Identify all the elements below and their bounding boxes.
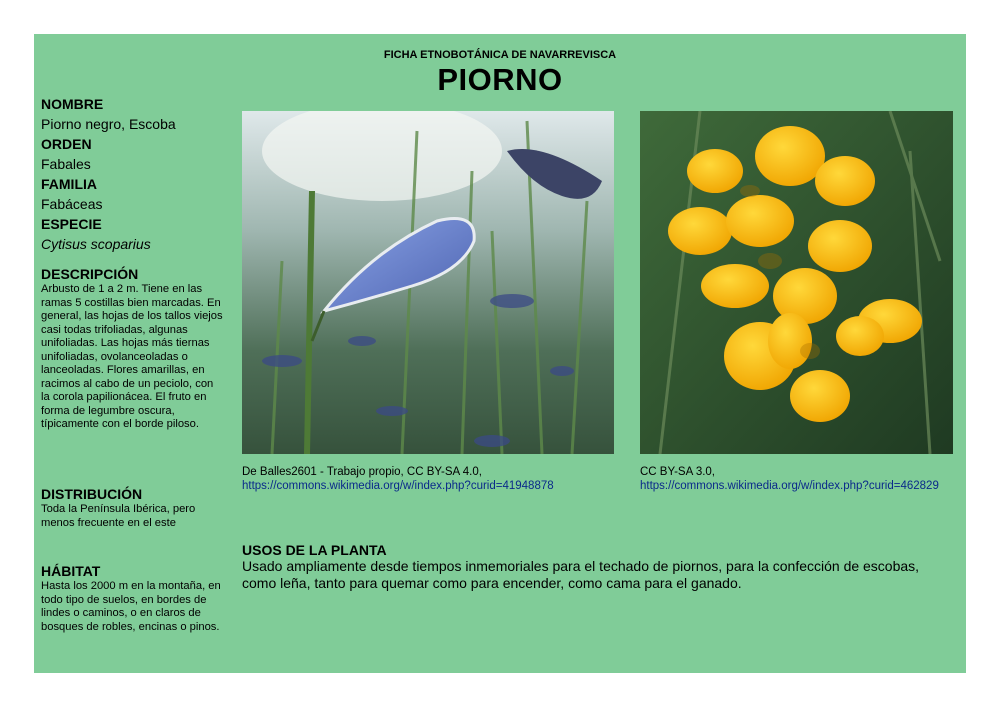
- habitat-text: Hasta los 2000 m en la montaña, en todo tipo de suelos, en bordes de lindes o caminos, o en claros de bosques de robles, encinas o pinos.: [41, 580, 221, 633]
- ficha-supertitle: FICHA ETNOBOTÁNICA DE NAVARREVISCA: [383, 49, 617, 61]
- usos-section: [242, 542, 952, 591]
- especie-label: ESPECIE: [41, 216, 102, 232]
- seed-pod-image: [242, 111, 614, 454]
- orden-value: Fabales: [41, 156, 91, 172]
- distribucion-text: Toda la Península Ibérica, pero menos frecuente en el este: [41, 503, 196, 529]
- yellow-flowers-image: [640, 111, 953, 454]
- distribucion-label: DISTRIBUCIÓN: [41, 486, 143, 502]
- credit-1-link[interactable]: https://commons.wikimedia.org/w/index.php?curid=41948878: [242, 480, 554, 492]
- orden-label: ORDEN: [41, 136, 92, 152]
- familia-label: FAMILIA: [41, 176, 97, 192]
- habitat-section: [41, 563, 223, 634]
- left-column: [41, 94, 221, 254]
- credit-2: [640, 465, 960, 493]
- credit-2-link[interactable]: https://commons.wikimedia.org/w/index.php?curid=462829: [640, 480, 939, 492]
- ficha-card: [34, 34, 966, 673]
- descripcion-label: DESCRIPCIÓN: [41, 266, 139, 282]
- yellow-flowers-photo: [640, 111, 953, 454]
- nombre-value: Piorno negro, Escoba: [41, 116, 176, 132]
- page-title: PIORNO: [437, 62, 563, 97]
- usos-text: Usado ampliamente desde tiempos inmemoriales para el techado de piornos, para la confección de escobas, como leña, tanto para quemar como para encender, como cama para el ganado.: [242, 558, 920, 591]
- distribucion-section: [41, 486, 223, 530]
- nombre-label: NOMBRE: [41, 96, 104, 112]
- descripcion-text: Arbusto de 1 a 2 m. Tiene en las ramas 5 costillas bien marcadas. En general, las hojas de los tallos viejos casi todas trifoliadas, algunas unifoliadas. Las hojas más tiernas unifoliadas, ovolanceoladas o lanceoladas. Flores amarillas, en racimos al cabo de un peciolo, con la corola papilionácea. El fruto en forma de legumbre oscura, típicamente con el borde piloso.: [41, 283, 223, 430]
- descripcion-section: [41, 266, 223, 432]
- familia-value: Fabáceas: [41, 196, 103, 212]
- especie-value: Cytisus scoparius: [41, 236, 151, 252]
- seed-pod-photo: [242, 111, 614, 454]
- credit-1: [242, 465, 614, 493]
- usos-label: USOS DE LA PLANTA: [242, 542, 387, 558]
- credit-2-text: CC BY-SA 3.0,: [640, 466, 716, 478]
- habitat-label: HÁBITAT: [41, 563, 101, 579]
- credit-1-text: De Balles2601 - Trabajo propio, CC BY-SA 4.0,: [242, 466, 482, 478]
